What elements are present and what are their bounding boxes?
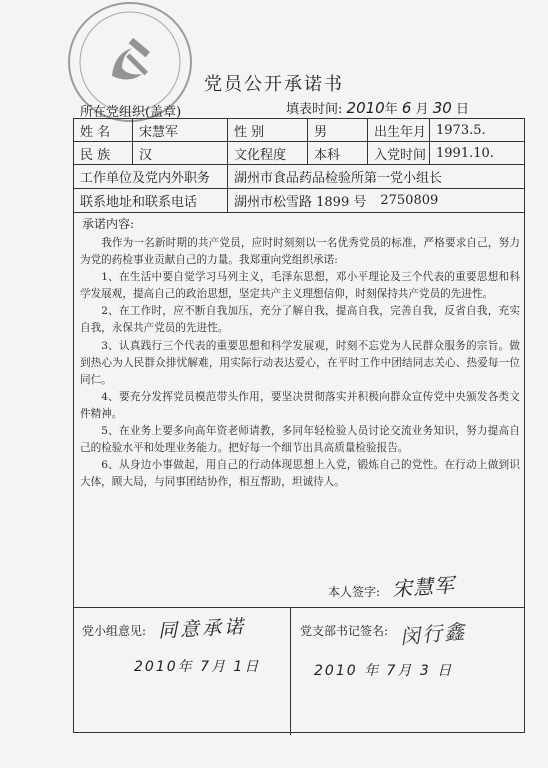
phone-value: 2750809 (380, 193, 439, 208)
gender-value: 男 (307, 119, 367, 141)
gender-label: 性 别 (227, 119, 307, 141)
fill-time-label: 填表时间: (286, 102, 343, 117)
info-row-2 (74, 142, 524, 165)
name-label: 姓 名 (80, 124, 111, 140)
info-row-1 (74, 119, 524, 142)
commitment-paragraph: 我作为一名新时期的共产党员，应时时刻刻以一名优秀党员的标准，严格要求自己，努力为党的药检事业贡献自己的力量。我郑重向党组织承诺: (80, 237, 520, 267)
document-title: 党员公开承诺书 (204, 74, 344, 95)
edu-label: 文化程度 (227, 142, 307, 164)
birth-label: 出生年月 (367, 119, 429, 141)
self-signature: 宋慧军 (391, 572, 456, 602)
work-label: 工作单位及党内外职务 (80, 171, 211, 186)
work-value: 湖州市食品药品检验所第一党小组长 (227, 165, 526, 188)
approval-divider (290, 608, 291, 735)
fill-month: 6 (401, 99, 412, 117)
fill-month-unit: 月 (415, 102, 429, 117)
branch-signature: 闵行鑫 (399, 619, 468, 649)
commitment-paragraph: 2、在工作时，应不断自我加压，充分了解自我，提高自我，完善自我，反省自我，充实自我，永保共产党员的先进性。 (80, 305, 520, 335)
commitment-paragraph: 5、在业务上要多向高年资老师请教，多同年轻检验人员讨论交流业务知识，努力提高自己的检验水平和处理业务能力。把好每一个细节出具高质量检验报告。 (80, 425, 520, 455)
name-value: 宋慧军 (132, 119, 227, 141)
branch-date: 2010 年 7月 3 日 (314, 663, 454, 679)
approval-section (74, 607, 524, 735)
edu-value: 本科 (307, 142, 367, 164)
contact-label: 联系地址和联系电话 (80, 195, 198, 210)
ethnic-label: 民 族 (80, 147, 111, 163)
info-row-4 (74, 189, 524, 213)
info-row-3 (74, 165, 524, 189)
fill-time (286, 98, 469, 117)
group-opinion-handwriting: 同意承诺 (157, 615, 247, 643)
commitment-paragraph: 3、认真践行三个代表的重要思想和科学发展观，时刻不忘党为人民群众服务的宗旨。做到热心为人民群众排忧解难，用实际行动表达爱心，在平时工作中团结同志关心、热爱每一位同仁。 (80, 339, 520, 386)
fill-year: 2010 (346, 99, 385, 117)
fill-day: 30 (432, 99, 452, 117)
commitment-paragraph: 1、在生活中要自觉学习马列主义，毛泽东思想，邓小平理论及三个代表的重要思想和科学发展观，提高自己的政治思想，坚定共产主义理想信仰，时刻保持共产党员的先进性。 (80, 271, 520, 301)
party-org-label: 所在党组织(盖章) (80, 105, 182, 120)
branch-sign-label: 党支部书记签名: (300, 624, 389, 638)
commitment-form (73, 118, 525, 733)
fill-year-unit: 年 (384, 102, 398, 117)
commitment-paragraph: 6、从身边小事做起，用自己的行动体现思想上入党，锻炼自己的党性。在行动上做到识大体，顾大局，与同事团结协作，相互帮助，坦诚待人。 (80, 459, 520, 489)
self-sign-label: 本人签字: (328, 585, 381, 599)
join-label: 入党时间 (367, 142, 429, 164)
address-value: 湖州市松雪路 1899 号 (234, 195, 367, 210)
commitment-label: 承诺内容: (82, 217, 135, 231)
join-value: 1991.10. (429, 142, 526, 164)
contact-value (227, 189, 526, 212)
group-opinion-label: 党小组意见: (82, 624, 147, 638)
group-date: 2010年 7月 1日 (134, 659, 261, 675)
ethnic-value: 汉 (132, 142, 227, 164)
birth-value: 1973.5. (429, 119, 526, 141)
commitment-body (80, 235, 520, 491)
commitment-paragraph: 4、要充分发挥党员模范带头作用，要坚决贯彻落实并积极向群众宣传党中央颁发各类文件精神。 (80, 390, 520, 420)
fill-day-unit: 日 (455, 102, 469, 117)
